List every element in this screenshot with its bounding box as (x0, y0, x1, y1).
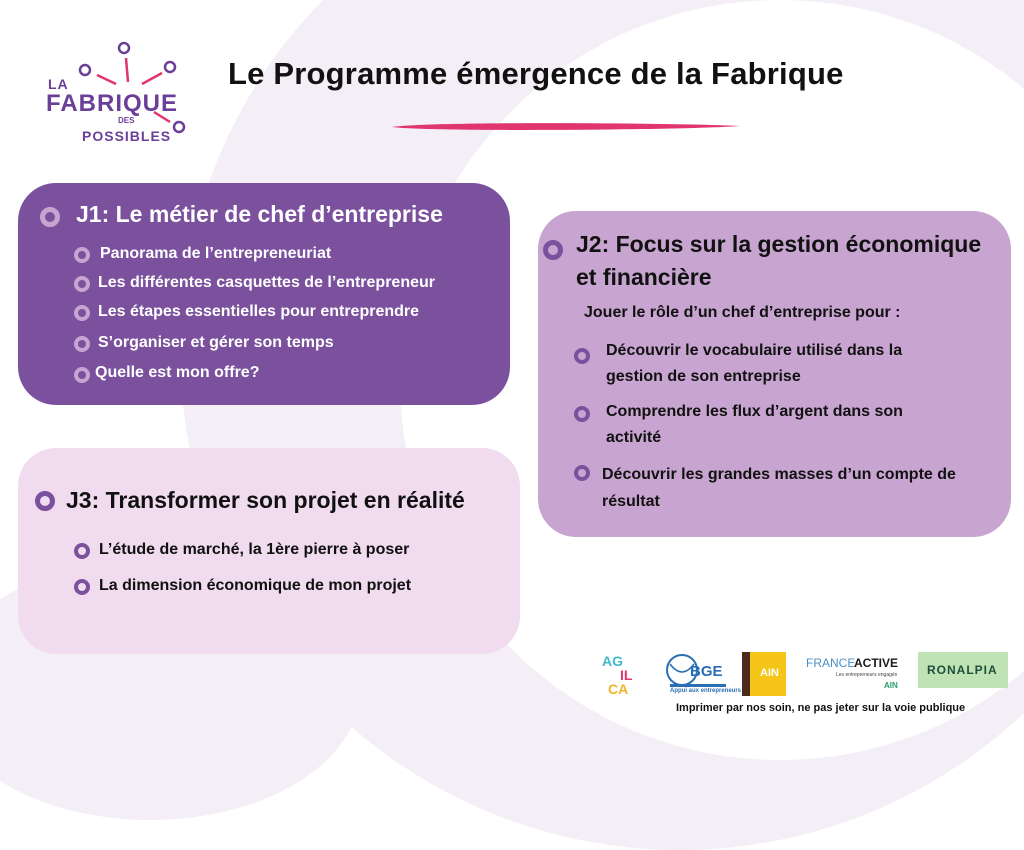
bullet-ring-icon (543, 240, 563, 260)
card-j3-title: J3: Transformer son projet en réalité (66, 487, 465, 513)
j1-item: S’organiser et gérer son temps (98, 334, 334, 351)
svg-text:IL: IL (620, 667, 633, 683)
bge-subtext: Appui aux entrepreneurs (670, 688, 742, 694)
bge-text: BGE (690, 663, 723, 680)
bullet-ring-icon (74, 305, 90, 321)
j3-item: L’étude de marché, la 1ère pierre à poser (99, 541, 410, 558)
title-underline-decoration (390, 120, 742, 138)
bullet-ring-icon (35, 491, 55, 511)
bullet-ring-icon (74, 543, 90, 559)
bullet-ring-icon (40, 207, 60, 227)
ain-text: AIN (760, 667, 779, 679)
j2-item-line2: résultat (602, 493, 660, 510)
logo-text-des: DES (118, 116, 135, 125)
card-j2 (538, 211, 1011, 537)
j2-item-line1: Découvrir les grandes masses d’un compte de (602, 466, 956, 483)
logo-text-la: LA (48, 76, 69, 92)
j1-item: Les différentes casquettes de l’entrepreneur (98, 274, 435, 291)
logo-text-fabrique: FABRIQUE (46, 90, 179, 117)
ain-logo (742, 652, 786, 696)
bullet-ring-icon (574, 465, 590, 481)
france-active-subtext: Les entrepreneurs engagés (836, 672, 898, 678)
j3-item: La dimension économique de mon projet (99, 577, 412, 594)
agilca-logo (598, 648, 648, 696)
france-active-text-2: ACTIVE (854, 656, 899, 670)
fabrique-logo (42, 40, 202, 150)
card-j1 (18, 183, 510, 405)
bge-logo (664, 650, 742, 696)
bullet-ring-icon (574, 348, 590, 364)
ronalpia-text: RONALPIA (927, 663, 998, 677)
j2-item-line2: gestion de son entreprise (606, 368, 801, 385)
france-active-text-1: FRANCE (806, 656, 856, 670)
j2-item-line1: Découvrir le vocabulaire utilisé dans la (606, 342, 903, 359)
j2-item-line1: Comprendre les flux d’argent dans son (606, 403, 903, 420)
france-active-logo (806, 656, 902, 696)
bullet-ring-icon (74, 247, 90, 263)
logo-text-possibles: POSSIBLES (82, 128, 172, 144)
j2-item-line2: activité (606, 429, 662, 446)
j1-item: Quelle est mon offre? (95, 364, 260, 381)
france-active-ain: AIN (884, 681, 898, 690)
card-j3 (18, 448, 520, 654)
svg-text:CA: CA (608, 681, 629, 696)
bullet-ring-icon (74, 579, 90, 595)
bullet-ring-icon (74, 276, 90, 292)
bullet-ring-icon (74, 336, 90, 352)
j1-item: Panorama de l’entrepreneuriat (100, 245, 332, 262)
ronalpia-logo (918, 652, 1008, 688)
card-j1-title: J1: Le métier de chef d’entreprise (76, 201, 443, 227)
bullet-ring-icon (574, 406, 590, 422)
bullet-ring-icon (74, 367, 90, 383)
page-title: Le Programme émergence de la Fabrique (228, 56, 844, 91)
j1-item: Les étapes essentielles pour entreprendre (98, 303, 420, 320)
card-j2-title-line2: et financière (576, 264, 712, 290)
footer-note: Imprimer par nos soin, ne pas jeter sur la voie publique (676, 702, 966, 714)
card-j2-intro: Jouer le rôle d’un chef d’entreprise pour : (584, 304, 901, 321)
card-j2-title-line1: J2: Focus sur la gestion économique (576, 231, 982, 257)
svg-text:AG: AG (602, 653, 623, 669)
